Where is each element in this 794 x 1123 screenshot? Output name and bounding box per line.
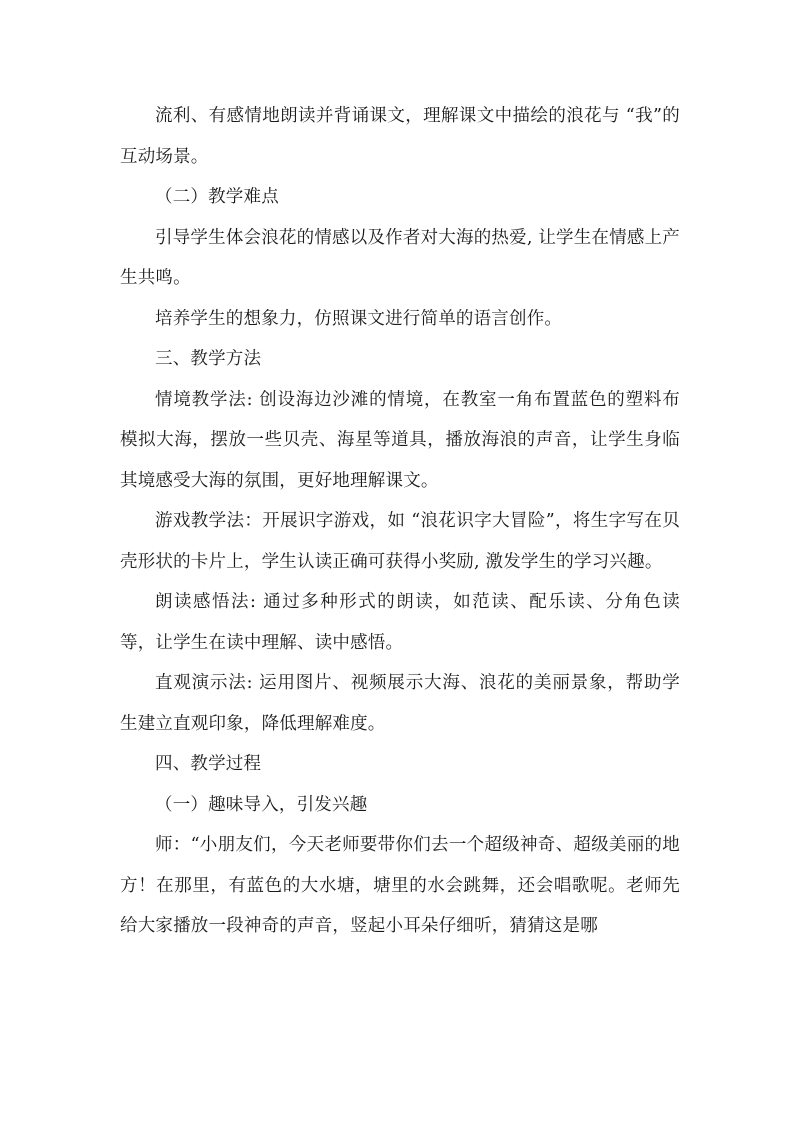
document-body: [120, 96, 680, 947]
heading-teaching-methods: 三、教学方法: [155, 349, 262, 369]
paragraph-visual-method: 直观演示法: 运用图片、视频展示大海、浪花的美丽景象，帮助学生建立直观印象，降低理解难度。: [120, 673, 680, 734]
paragraph-situational-method: 情境教学法: 创设海边沙滩的情境，在教室一角布置蓝色的塑料布模拟大海，摆放一些贝壳、海星等道具，播放海浪的声音，让学生身临其境感受大海的氛围，更好地理解课文。: [120, 389, 680, 491]
heading-teaching-difficulty: （二）教学难点: [155, 187, 279, 207]
heading-teaching-process: 四、教学过程: [155, 754, 262, 774]
paragraph-game-method: 游戏教学法：开展识字游戏，如 “浪花识字大冒险”，将生字写在贝壳形状的卡片上，学生认读正确可获得小奖励, 激发学生的学习兴趣。: [120, 511, 680, 572]
heading-fun-introduction: （一）趣味导入，引发兴趣: [155, 794, 368, 815]
paragraph-emotion-guidance: 引导学生体会浪花的情感以及作者对大海的热爱, 让学生在情感上产生共鸣。: [120, 227, 680, 288]
paragraph-reading-method: 朗读感悟法: 通过多种形式的朗读，如范读、配乐读、分角色读等，让学生在读中理解、读中感悟。: [120, 592, 680, 653]
paragraph-imagination: 培养学生的想象力，仿照课文进行简单的语言创作。: [155, 308, 563, 329]
paragraph-reading-goal: 流利、有感情地朗读并背诵课文，理解课文中描绘的浪花与 “我”的互动场景。: [120, 106, 680, 167]
paragraph-teacher-speech: 师：“小朋友们，今天老师要带你们去一个超级神奇、超级美丽的地方！在那里，有蓝色的大水塘，塘里的水会跳舞，还会唱歌呢。老师先给大家播放一段神奇的声音，竖起小耳朵仔细听，猜猜这是哪: [120, 835, 680, 936]
